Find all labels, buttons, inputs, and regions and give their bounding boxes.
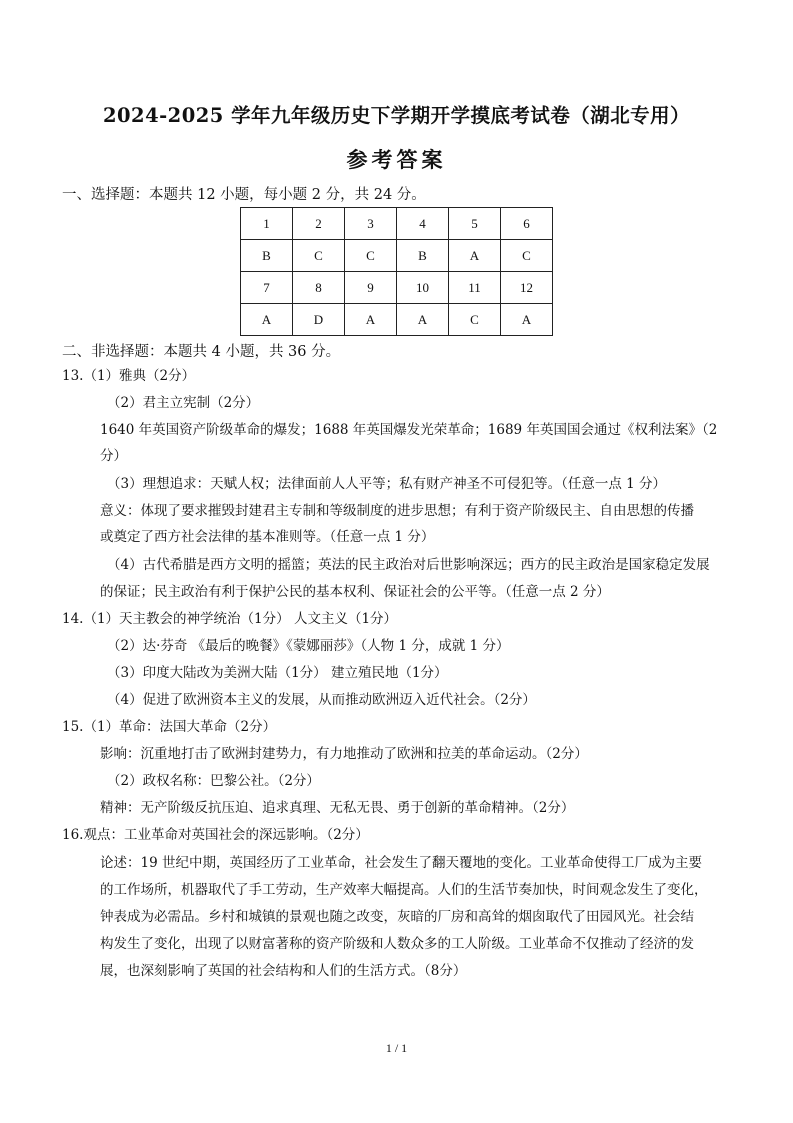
table-cell: B xyxy=(241,240,293,272)
table-cell: 5 xyxy=(449,208,501,240)
answer-table xyxy=(240,207,553,336)
section-heading-nonchoice: 二、非选择题：本题共 4 小题，共 36 分。 xyxy=(62,344,341,360)
table-cell: A xyxy=(345,304,397,336)
answer-line: 钟表成为必需品。乡村和城镇的景观也随之改变，灰暗的厂房和高耸的烟囱取代了田园风光。社会结 xyxy=(100,909,694,925)
table-cell: 12 xyxy=(501,272,553,304)
table-row xyxy=(241,272,553,304)
answer-line: 展，也深刻影响了英国的社会结构和人们的生活方式。（8分） xyxy=(100,963,467,979)
table-cell: B xyxy=(397,240,449,272)
answer-line: 分） xyxy=(100,448,127,464)
table-cell: 1 xyxy=(241,208,293,240)
table-cell: C xyxy=(293,240,345,272)
table-cell: 6 xyxy=(501,208,553,240)
answer-line: （4）促进了欧洲资本主义的发展，从而推动欧洲迈入近代社会。（2分） xyxy=(107,692,536,708)
answer-line: 13.（1）雅典（2分） xyxy=(62,368,196,384)
section-heading-choice: 一、选择题：本题共 12 小题，每小题 2 分，共 24 分。 xyxy=(62,187,426,203)
answer-line: 16.观点：工业革命对英国社会的深远影响。（2分） xyxy=(62,827,369,843)
table-cell: C xyxy=(501,240,553,272)
table-cell: 8 xyxy=(293,272,345,304)
table-cell: D xyxy=(293,304,345,336)
table-cell: A xyxy=(397,304,449,336)
page-number: 1 / 1 xyxy=(385,1041,408,1055)
answer-line: 精神：无产阶级反抗压迫、追求真理、无私无畏、勇于创新的革命精神。（2分） xyxy=(100,800,575,816)
answer-line: （3）理想追求：天赋人权；法律面前人人平等；私有财产神圣不可侵犯等。（任意一点 1 分） xyxy=(107,476,667,492)
table-cell: 7 xyxy=(241,272,293,304)
table-cell: 11 xyxy=(449,272,501,304)
page-title: 2024-2025 学年九年级历史下学期开学摸底考试卷（湖北专用） xyxy=(102,104,691,127)
table-cell: A xyxy=(449,240,501,272)
table-cell: 2 xyxy=(293,208,345,240)
page-subtitle: 参考答案 xyxy=(346,147,447,172)
table-cell: C xyxy=(449,304,501,336)
table-row xyxy=(241,208,553,240)
table-cell: 10 xyxy=(397,272,449,304)
answer-line: （3）印度大陆改为美洲大陆（1分） 建立殖民地（1分） xyxy=(107,665,448,681)
answer-line: 影响：沉重地打击了欧洲封建势力，有力地推动了欧洲和拉美的革命运动。（2分） xyxy=(100,746,588,762)
table-cell: 9 xyxy=(345,272,397,304)
answer-line: 构发生了变化，出现了以财富著称的资产阶级和人数众多的工人阶级。工业革命不仅推动了经济的发 xyxy=(100,936,694,952)
answer-line: （2）君主立宪制（2分） xyxy=(107,395,260,411)
answer-line: 的保证；民主政治有利于保护公民的基本权利、保证社会的公平等。（任意一点 2 分） xyxy=(100,584,610,600)
answer-line: 的工作场所，机器取代了手工劳动，生产效率大幅提高。人们的生活节奏加快，时间观念发生了变化， xyxy=(100,882,708,898)
answer-line: 意义：体现了要求摧毁封建君主专制和等级制度的进步思想；有利于资产阶级民主、自由思想的传播 xyxy=(100,503,694,519)
table-cell: C xyxy=(345,240,397,272)
answer-line: （2）达·芬奇 《最后的晚餐》《蒙娜丽莎》（人物 1 分，成就 1 分） xyxy=(107,638,510,654)
table-row xyxy=(241,304,553,336)
answer-line: （4）古代希腊是西方文明的摇篮；英法的民主政治对后世影响深远；西方的民主政治是国家稳定发展 xyxy=(107,557,710,573)
table-cell: A xyxy=(241,304,293,336)
table-cell: A xyxy=(501,304,553,336)
answer-line: （2）政权名称：巴黎公社。（2分） xyxy=(107,773,320,789)
answer-line: 1640 年英国资产阶级革命的爆发；1688 年英国爆发光荣革命；1689 年英国国会通过《权利法案》（2 xyxy=(100,422,718,438)
answer-line: 或奠定了西方社会法律的基本准则等。（任意一点 1 分） xyxy=(100,529,435,545)
table-row xyxy=(241,240,553,272)
answer-line: 14.（1）天主教会的神学统治（1分） 人文主义（1分） xyxy=(62,611,398,627)
answer-line: 15.（1）革命：法国大革命（2分） xyxy=(62,719,277,735)
table-cell: 3 xyxy=(345,208,397,240)
table-cell: 4 xyxy=(397,208,449,240)
answer-line: 论述：19 世纪中期，英国经历了工业革命，社会发生了翻天覆地的变化。工业革命使得工厂成为主要 xyxy=(100,855,702,871)
